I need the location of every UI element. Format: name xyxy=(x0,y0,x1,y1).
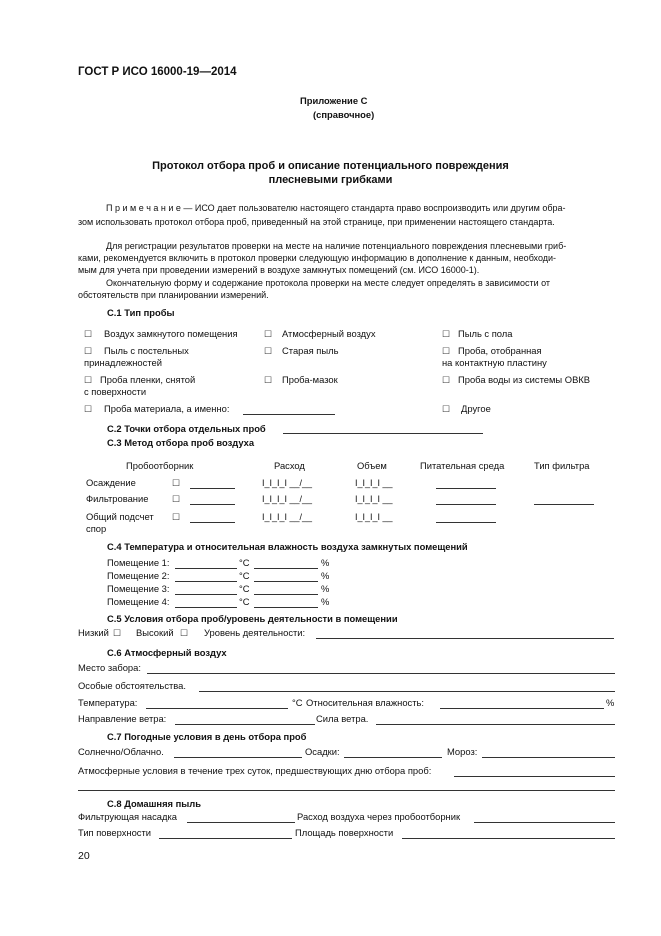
checkbox-icon[interactable]: ☐ xyxy=(84,329,93,339)
c3-row-sedimentation: Осаждение xyxy=(86,477,136,488)
c1-opt-film-2: с поверхности xyxy=(84,386,147,397)
c6-title: С.6 Атмосферный воздух xyxy=(107,647,227,658)
features-input-line[interactable] xyxy=(199,691,615,692)
c3-header-volume: Объем xyxy=(357,460,387,471)
c7-title: С.7 Погодные условия в день отбора проб xyxy=(107,731,307,742)
checkbox-icon[interactable]: ☐ xyxy=(442,329,451,339)
flow-mask[interactable]: I_I_I_I __/__ xyxy=(262,478,313,488)
temp-input-line[interactable] xyxy=(175,581,237,582)
c6-temp-label: Температура: xyxy=(78,697,138,708)
c6-rh-label: Относительная влажность: xyxy=(306,697,425,708)
flow-mask[interactable]: I_I_I_I __/__ xyxy=(262,512,313,522)
c8-nozzle-label: Фильтрующая насадка xyxy=(78,811,177,822)
checkbox-icon[interactable]: ☐ xyxy=(264,346,273,356)
checkbox-icon[interactable]: ☐ xyxy=(84,375,93,385)
rh-input-line[interactable] xyxy=(254,581,318,582)
checkbox-icon[interactable]: ☐ xyxy=(172,494,181,504)
c7-precip-label: Осадки: xyxy=(305,746,340,757)
c4-room-1: Помещение 1: xyxy=(107,557,170,568)
filter-input-line[interactable] xyxy=(534,504,594,505)
rh-input-line[interactable] xyxy=(254,594,318,595)
sampler-input-line[interactable] xyxy=(190,504,235,505)
c4-room-2: Помещение 2: xyxy=(107,570,170,581)
volume-mask[interactable]: I_I_I_I __ xyxy=(355,478,393,488)
c4-title: С.4 Температура и относительная влажность воздуха замкнутых помещений xyxy=(107,541,468,552)
area-input-line[interactable] xyxy=(402,838,615,839)
checkbox-icon[interactable]: ☐ xyxy=(442,404,451,414)
c7-frost-label: Мороз: xyxy=(447,746,478,757)
deg-unit: °С xyxy=(292,697,303,708)
c8-surface-type-label: Тип поверхности xyxy=(78,827,152,838)
c1-opt-film: Проба пленки, снятой xyxy=(100,374,196,385)
c1-opt-contact-plate-2: на контактную пластину xyxy=(442,357,547,368)
deg-unit: °С xyxy=(239,570,250,581)
airflow-input-line[interactable] xyxy=(474,822,615,823)
c5-title: С.5 Условия отбора проб/уровень деятельности в помещении xyxy=(107,613,398,624)
para1-line1: Для регистрации результатов проверки на месте на наличие потенциального повреждения плесневыми гриб- xyxy=(106,241,567,251)
c6-features-label: Особые обстоятельства. xyxy=(78,680,186,691)
c3-header-medium: Питательная среда xyxy=(420,460,505,471)
c7-sunny-label: Солнечно/Облачно. xyxy=(78,746,164,757)
doc-title-line2: плесневыми грибками xyxy=(268,174,393,186)
checkbox-icon[interactable]: ☐ xyxy=(172,512,181,522)
pct-unit: % xyxy=(321,557,330,568)
precip-input-line[interactable] xyxy=(344,757,442,758)
deg-unit: °С xyxy=(239,583,250,594)
c1-opt-contact-plate: Проба, отобранная xyxy=(458,345,542,356)
c5-high-label: Высокий xyxy=(136,627,174,638)
medium-input-line[interactable] xyxy=(436,504,496,505)
volume-mask[interactable]: I_I_I_I __ xyxy=(355,512,393,522)
nozzle-input-line[interactable] xyxy=(187,822,295,823)
wind-dir-input-line[interactable] xyxy=(175,724,315,725)
document-header: ГОСТ Р ИСО 16000-19—2014 xyxy=(78,66,237,78)
sampling-points-input-line[interactable] xyxy=(283,433,483,434)
checkbox-icon[interactable]: ☐ xyxy=(180,628,189,638)
temp-input-line[interactable] xyxy=(175,568,237,569)
pct-unit: % xyxy=(321,570,330,581)
checkbox-icon[interactable]: ☐ xyxy=(264,329,273,339)
c1-opt-bedding-dust-2: принадлежностей xyxy=(84,357,162,368)
c1-opt-bedding-dust: Пыль с постельных xyxy=(104,345,189,356)
appendix-title: Приложение С xyxy=(300,95,368,106)
checkbox-icon[interactable]: ☐ xyxy=(113,628,122,638)
c1-opt-outdoor-air: Атмосферный воздух xyxy=(282,328,376,339)
c6-wind-force-label: Сила ветра. xyxy=(316,713,369,724)
para1-line3: мым для учета при проведении измерений в воздухе замкнутых помещений (см. ИСО 16000-1). xyxy=(78,265,480,275)
outdoor-temp-input-line[interactable] xyxy=(146,708,288,709)
sampler-input-line[interactable] xyxy=(190,522,235,523)
checkbox-icon[interactable]: ☐ xyxy=(442,346,451,356)
sampler-input-line[interactable] xyxy=(190,488,235,489)
c3-row-spore-count: Общий подсчет xyxy=(86,511,154,522)
three-days-input-line-2[interactable] xyxy=(78,790,615,791)
c6-place-label: Место забора: xyxy=(78,662,141,673)
c7-three-days-label: Атмосферные условия в течение трех суток, предшествующих дню отбора проб: xyxy=(78,765,432,776)
flow-mask[interactable]: I_I_I_I __/__ xyxy=(262,494,313,504)
checkbox-icon[interactable]: ☐ xyxy=(84,404,93,414)
c1-title: С.1 Тип пробы xyxy=(107,307,175,318)
c3-header-filter: Тип фильтра xyxy=(534,460,590,471)
frost-input-line[interactable] xyxy=(482,757,615,758)
checkbox-icon[interactable]: ☐ xyxy=(264,375,273,385)
medium-input-line[interactable] xyxy=(436,488,496,489)
activity-level-input-line[interactable] xyxy=(316,638,614,639)
pct-unit: % xyxy=(321,583,330,594)
temp-input-line[interactable] xyxy=(175,607,237,608)
c1-opt-floor-dust: Пыль с пола xyxy=(458,328,513,339)
sunny-input-line[interactable] xyxy=(174,757,302,758)
outdoor-rh-input-line[interactable] xyxy=(440,708,604,709)
c3-row-filtration: Фильтрование xyxy=(86,493,149,504)
para1-line2: ками, рекомендуется включить в протокол проверки следующую информацию в дополнение к данным, необходи- xyxy=(78,253,557,263)
c1-opt-swab: Проба-мазок xyxy=(282,374,338,385)
pct-unit: % xyxy=(321,596,330,607)
appendix-subtitle: (справочное) xyxy=(313,109,375,120)
c4-room-4: Помещение 4: xyxy=(107,596,170,607)
checkbox-icon[interactable]: ☐ xyxy=(172,478,181,488)
c1-opt-hvac-water: Проба воды из системы ОВКВ xyxy=(458,374,591,385)
c5-low-label: Низкий xyxy=(78,627,109,638)
c2-title: С.2 Точки отбора отдельных проб xyxy=(107,423,266,434)
c1-opt-indoor-air: Воздух замкнутого помещения xyxy=(104,328,238,339)
three-days-input-line[interactable] xyxy=(454,776,615,777)
c3-title: С.3 Метод отбора проб воздуха xyxy=(107,437,255,448)
c1-opt-material: Проба материала, а именно: xyxy=(104,403,230,414)
volume-mask[interactable]: I_I_I_I __ xyxy=(355,494,393,504)
surface-type-input-line[interactable] xyxy=(159,838,292,839)
rh-input-line[interactable] xyxy=(254,607,318,608)
c8-title: С.8 Домашняя пыль xyxy=(107,798,202,809)
para2-line1: Окончательную форму и содержание протокола проверки на месте следует определять в зависимости от xyxy=(106,278,551,288)
c3-row-spore-count-2: спор xyxy=(86,523,107,534)
medium-input-line[interactable] xyxy=(436,522,496,523)
c1-opt-other: Другое xyxy=(461,403,491,414)
c5-activity-level: Уровень деятельности: xyxy=(204,627,306,638)
rh-input-line[interactable] xyxy=(254,568,318,569)
c3-header-sampler: Пробоотборник xyxy=(126,460,194,471)
c8-area-label: Площадь поверхности xyxy=(295,827,394,838)
c8-airflow-label: Расход воздуха через пробоотборник xyxy=(297,811,461,822)
para2-line2: обстоятельств при планировании измерений. xyxy=(78,290,269,300)
note-line1: П р и м е ч а н и е — ИСО дает пользователю настоящего стандарта право воспроизводить или другим обра- xyxy=(106,203,566,213)
c1-opt-old-dust: Старая пыль xyxy=(282,345,339,356)
c4-room-3: Помещение 3: xyxy=(107,583,170,594)
wind-force-input-line[interactable] xyxy=(376,724,615,725)
checkbox-icon[interactable]: ☐ xyxy=(442,375,451,385)
c6-wind-dir-label: Направление ветра: xyxy=(78,713,167,724)
temp-input-line[interactable] xyxy=(175,594,237,595)
c3-header-flow: Расход xyxy=(274,460,305,471)
deg-unit: °С xyxy=(239,596,250,607)
checkbox-icon[interactable]: ☐ xyxy=(84,346,93,356)
doc-title-line1: Протокол отбора проб и описание потенциального повреждения xyxy=(152,160,509,172)
deg-unit: °С xyxy=(239,557,250,568)
page-number: 20 xyxy=(78,850,90,862)
note-line2: зом использовать протокол отбора проб, приведенный на этой странице, при применении настоящего стандарта. xyxy=(78,217,555,227)
material-input-line[interactable] xyxy=(243,414,335,415)
pct-unit: % xyxy=(606,697,615,708)
place-input-line[interactable] xyxy=(147,673,615,674)
